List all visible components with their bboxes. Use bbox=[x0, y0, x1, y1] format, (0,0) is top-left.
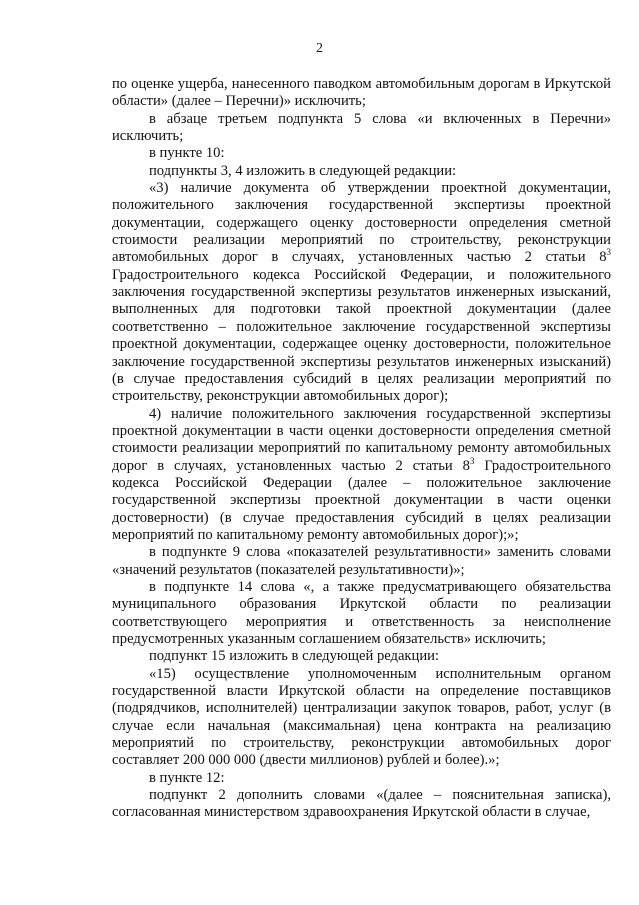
paragraph-text: 4) наличие положительного заключения государственной экспертизы проектной документации в части оценки достоверности определения сметной стоимости реализации мероприятий по капитальному ремонту автомобильных дорог в случаях, установленных частью 2 статьи 8 bbox=[112, 405, 611, 474]
paragraph: в абзаце третьем подпункта 5 слова «и включенных в Перечни» исключить; bbox=[112, 110, 611, 145]
paragraph: в подпункте 9 слова «показателей результативности» заменить словами «значений результатов (показателей результативности)»; bbox=[112, 544, 611, 578]
paragraph: в пункте 12: bbox=[149, 769, 225, 786]
superscript: 3 bbox=[606, 247, 611, 258]
paragraph bbox=[112, 406, 611, 545]
paragraph bbox=[112, 180, 611, 405]
superscript: 3 bbox=[469, 455, 475, 466]
page-number: 2 bbox=[316, 41, 323, 56]
paragraph: подпункт 15 изложить в следующей редакции: bbox=[149, 648, 440, 665]
paragraph: подпункт 2 дополнить словами «(далее – пояснительная записка), согласованная министерством здравоохранения Иркутской области в случае, bbox=[112, 787, 611, 821]
paragraph: в пункте 10: bbox=[149, 145, 225, 162]
paragraph-text: Градостроительного кодекса Российской Федерации, и положительного заключения государственной экспертизы результатов инженерных изысканий, выполненных для подготовки такой проектной документации (далее соответственно – положительное заключение государственной экспертизы проектной документации, содержащее оценку достоверности, положительное заключение государственной экспертизы результатов инженерных изысканий) (в случае предоставления субсидий в целях реализации мероприятий по строительству, реконструкции автомобильных дорог); bbox=[112, 266, 611, 405]
paragraph-text: «3) наличие документа об утверждении проектной документации, положительного заключения государственной экспертизы проектной документации, содержащего оценку достоверности определения сметной стоимости реализации мероприятий по строительству, реконструкции автомобильных дорог в случаях, установленных частью 2 статьи 8 bbox=[112, 180, 611, 266]
paragraph: по оценке ущерба, нанесенного паводком автомобильным дорогам в Иркутской области» (далее – Перечни)» исключить; bbox=[112, 76, 611, 110]
document-body bbox=[112, 76, 611, 822]
paragraph: «15) осуществление уполномоченным исполнительным органом государственной власти Иркутской области на определение поставщиков (подрядчиков, исполнителей) централизации закупок товаров, работ, услуг (в случае если начальная (максимальная) цена контракта на реализацию мероприятий по строительству, реконструкции автомобильных дорог составляет 200 000 000 (двести миллионов) рублей и более).»; bbox=[112, 665, 611, 769]
paragraph: в подпункте 14 слова «, а также предусматривающего обязательства муниципального образования Иркутской области по реализации соответствующего мероприятия и ответственность за неисполнение предусмотренных указанным соглашением обязательств» исключить; bbox=[112, 578, 611, 647]
paragraph: подпункты 3, 4 изложить в следующей редакции: bbox=[149, 162, 457, 179]
paragraph-text: Градостроительного кодекса Российской Федерации (далее – положительное заключение государственной экспертизы проектной документации в части оценки достоверности) (в случае предоставления субсидий в целях реализации мероприятий по капитальному ремонту автомобильных дорог);»; bbox=[112, 457, 611, 543]
